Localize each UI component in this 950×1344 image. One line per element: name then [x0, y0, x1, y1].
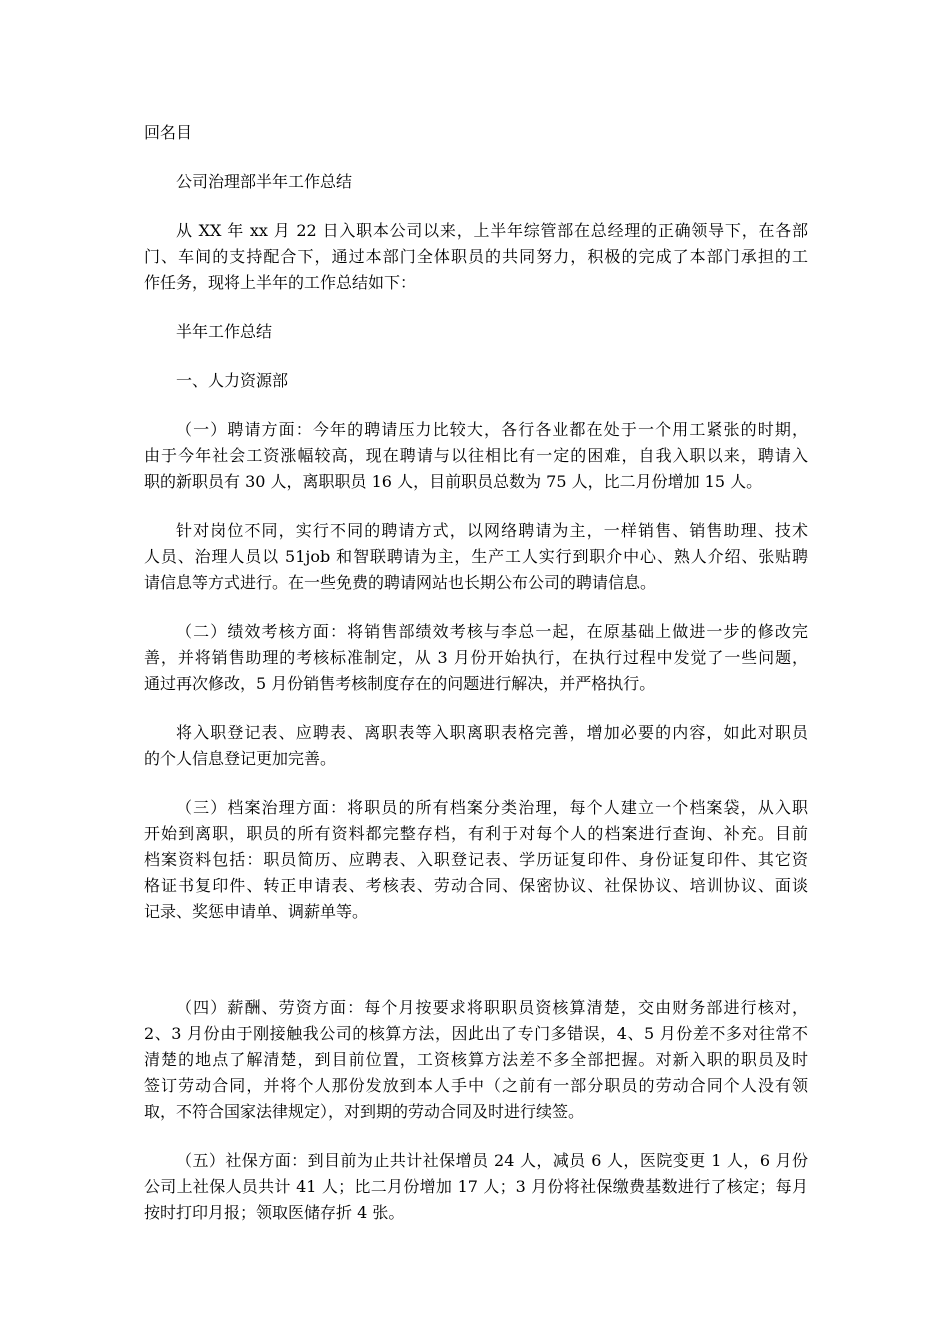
archive-paragraph [144, 795, 808, 925]
spacer [144, 1125, 808, 1148]
performance-line: 善，并将销售助理的考核标准制定，从 3 月份开始执行，在执行过程中发觉了一些问题， [144, 648, 808, 667]
recruit-method-line: 人员、治理人员以 51job 和智联聘请为主，生产工人实行到职介中心、熟人介绍、张贴聘 [144, 547, 808, 566]
forms-line: 将入职登记表、应聘表、离职表等入职离职表格完善，增加必要的内容，如此对职员 [176, 723, 808, 742]
archive-line: 记录、奖惩申请单、调薪单等。 [144, 902, 369, 921]
spacer [144, 697, 808, 720]
recruit-line: 职的新职员有 30 人，离职职员 16 人，目前职员总数为 75 人，比二月份增加 15 人。 [144, 472, 763, 491]
spacer [144, 195, 808, 218]
salary-paragraph [144, 995, 808, 1125]
forms-line: 的个人信息登记更加完善。 [144, 749, 337, 768]
archive-line: （三）档案治理方面：将职员的所有档案分类治理，每个人建立一个档案袋，从入职 [176, 798, 808, 817]
intro-line: 门、车间的支持配合下，通过本部门全体职员的共同努力，积极的完成了本部门承担的工 [144, 247, 808, 266]
intro-line: 从 XX 年 xx 月 22 日入职本公司以来，上半年综管部在总经理的正确领导下，在各部 [176, 221, 808, 240]
salary-line: 取，不符合国家法律规定），对到期的劳动合同及时进行续签。 [144, 1102, 585, 1121]
archive-line: 格证书复印件、转正申请表、考核表、劳动合同、保密协议、社保协议、培训协议、面谈 [144, 876, 808, 895]
part-one-title: 一、人力资源部 [176, 371, 289, 390]
archive-line: 档案资料包括：职员简历、应聘表、入职登记表、学历证复印件、身份证复印件、其它资 [144, 850, 808, 869]
spacer [144, 296, 808, 319]
spacer [144, 772, 808, 795]
recruit-method-paragraph [144, 518, 808, 596]
social-insurance-paragraph [144, 1148, 808, 1226]
intro-paragraph [144, 218, 808, 296]
recruit-line: （一）聘请方面：今年的聘请压力比较大，各行各业都在处于一个用工紧张的时期， [176, 420, 808, 439]
performance-paragraph [144, 619, 808, 697]
intro-line: 作任务，现将上半年的工作总结如下： [144, 273, 417, 292]
spacer [144, 345, 808, 368]
spacer [144, 925, 808, 995]
spacer [144, 596, 808, 619]
spacer [144, 495, 808, 518]
performance-line: （二）绩效考核方面：将销售部绩效考核与李总一起，在原基础上做进一步的修改完 [176, 622, 808, 641]
recruit-method-line: 请信息等方式进行。在一些免费的聘请网站也长期公布公司的聘请信息。 [144, 573, 657, 592]
document-title: 公司治理部半年工作总结 [176, 172, 353, 191]
forms-paragraph [144, 720, 808, 772]
section-title: 半年工作总结 [176, 322, 273, 341]
spacer [144, 146, 808, 169]
salary-line: 清楚的地点了解清楚，到目前位置，工资核算方法差不多全部把握。对新入职的职员及时 [144, 1050, 808, 1069]
recruit-method-line: 针对岗位不同，实行不同的聘请方式，以网络聘请为主，一样销售、销售助理、技术 [176, 521, 808, 540]
salary-line: 签订劳动合同，并将个人那份发放到本人手中（之前有一部分职员的劳动合同个人没有领 [144, 1076, 808, 1095]
performance-line: 通过再次修改，5 月份销售考核制度存在的问题进行解决，并严格执行。 [144, 674, 656, 693]
recruit-line: 由于今年社会工资涨幅较高，现在聘请与以往相比有一定的困难，自我入职以来，聘请入 [144, 446, 808, 465]
salary-line: 2、3 月份由于刚接触我公司的核算方法，因此出了专门多错误，4、5 月份差不多对往常不 [144, 1024, 808, 1043]
recruit-paragraph [144, 417, 808, 495]
social-insurance-line: （五）社保方面：到目前为止共计社保增员 24 人，减员 6 人，医院变更 1 人，6 月份 [176, 1151, 808, 1170]
social-insurance-line: 公司上社保人员共计 41 人；比二月份增加 17 人；3 月份将社保缴费基数进行了核定；每月 [144, 1177, 808, 1196]
archive-line: 开始到离职，职员的所有资料都完整存档，有利于对每个人的档案进行查询、补充。目前 [144, 824, 808, 843]
document-page [144, 120, 808, 1226]
top-label: 回名目 [144, 123, 193, 142]
spacer [144, 394, 808, 417]
social-insurance-line: 按时打印月报；领取医储存折 4 张。 [144, 1203, 405, 1222]
salary-line: （四）薪酬、劳资方面：每个月按要求将职职员资核算清楚，交由财务部进行核对， [176, 998, 808, 1017]
